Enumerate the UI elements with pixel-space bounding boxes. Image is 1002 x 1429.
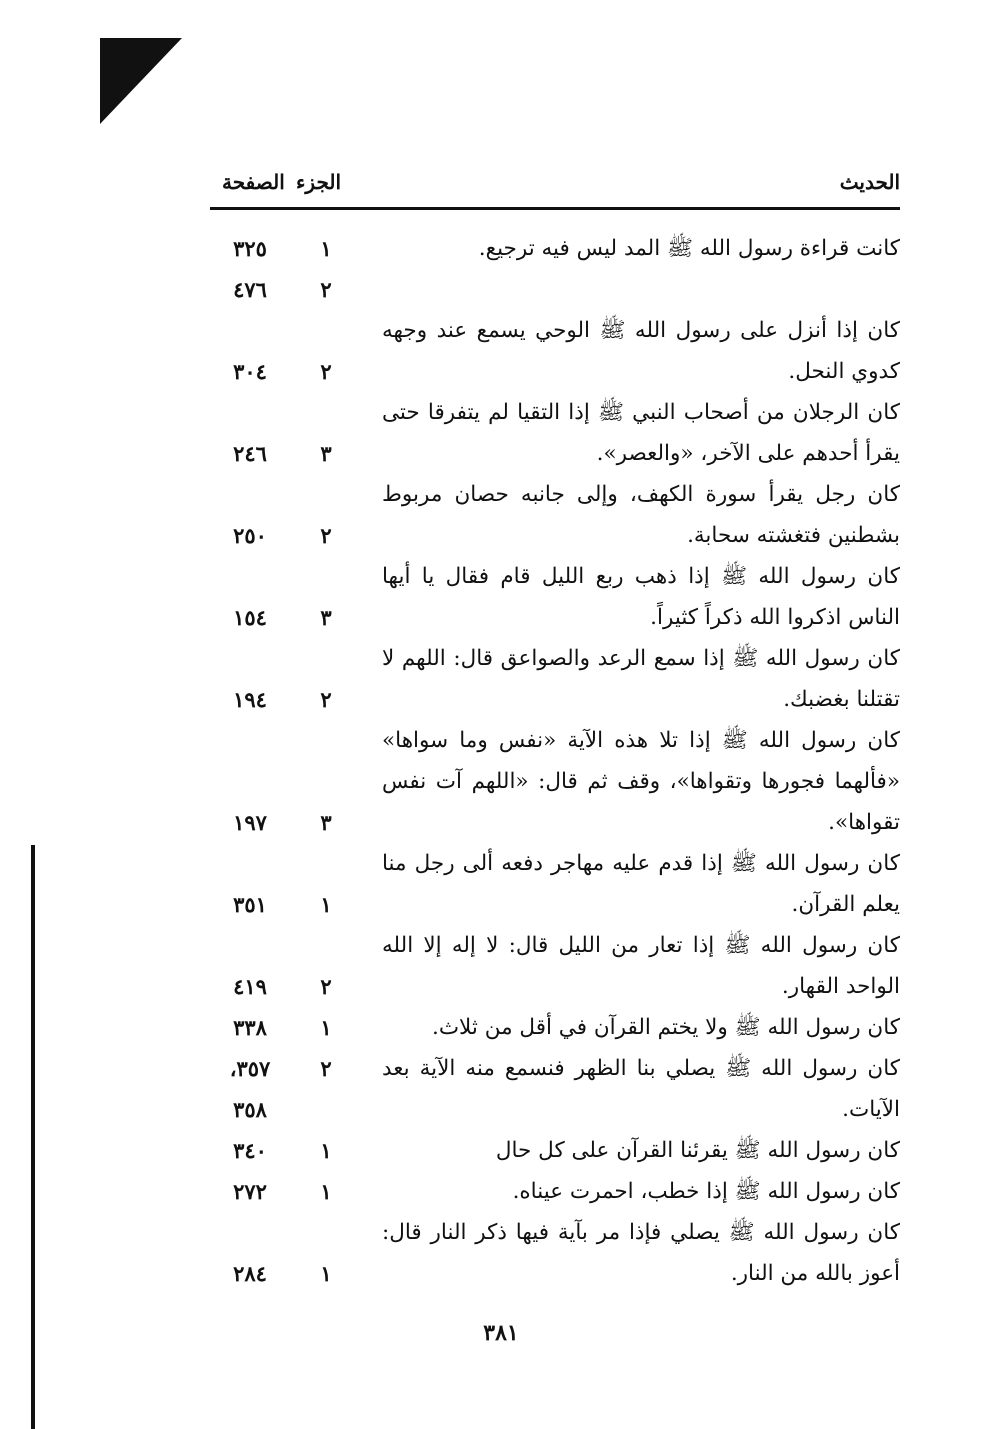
juz-number: ٣ [320, 441, 332, 466]
hadith-text [382, 269, 900, 310]
hadith-text: كان إذا أنزل على رسول الله ﷺ الوحي يسمع عند وجهه كدوي النحل. [382, 318, 900, 384]
hadith-text: كان رسول الله ﷺ إذا قدم عليه مهاجر دفعه ألى رجل منا يعلم القرآن. [382, 851, 900, 917]
hadith-text: كانت قراءة رسول الله ﷺ المد ليس فيه ترجيع. [478, 236, 900, 261]
hadith-text: كان رجل يقرأ سورة الكهف، وإلى جانبه حصان مربوط بشطنين فتغشته سحابة. [382, 482, 900, 548]
page-number: ١٥٤ [233, 605, 267, 630]
hadith-text: كان رسول الله ﷺ إذا خطب، احمرت عيناه. [512, 1179, 900, 1204]
page-folio-number: ٣٨١ [483, 1320, 519, 1346]
page-number: ٣٣٨ [233, 1015, 267, 1040]
juz-number: ٢ [320, 359, 332, 384]
page-number: ٣٤٠ [233, 1138, 267, 1163]
page-number: ٢٥٠ [233, 523, 267, 548]
hadith-text: كان رسول الله ﷺ إذا ذهب ربع الليل قام فقال يا أيها الناس اذكروا الله ذكراً كثيراً. [382, 564, 900, 630]
page-column-heading: الصفحة [222, 170, 285, 194]
page-number: ٣٥١ [233, 892, 267, 917]
page-number: ٣٥٧، ٣٥٨ [229, 1056, 271, 1122]
index-entry [210, 474, 900, 556]
index-entry [210, 1212, 900, 1294]
hadith-index-list [210, 228, 900, 1294]
page-number: ٣٠٤ [233, 359, 267, 384]
page-number: ١٩٧ [233, 810, 267, 835]
juz-number: ٢ [320, 523, 332, 548]
juz-number: ١ [320, 892, 332, 917]
hadith-text: كان رسول الله ﷺ يصلي فإذا مر بآية فيها ذكر النار قال: أعوز بالله من النار. [382, 1220, 900, 1286]
juz-number: ٢ [320, 687, 332, 712]
juz-number: ١ [320, 1179, 332, 1204]
hadith-text: كان رسول الله ﷺ ولا يختم القرآن في أقل من ثلاث. [431, 1015, 900, 1040]
hadith-column-heading: الحديث [839, 170, 900, 194]
juz-number: ٢ [320, 1056, 332, 1081]
corner-triangle-mark [100, 38, 182, 124]
page-number: ٤١٩ [233, 974, 267, 999]
hadith-text: كان رسول الله ﷺ يصلي بنا الظهر فنسمع منه الآية بعد الآيات. [382, 1056, 900, 1122]
hadith-text: كان رسول الله ﷺ إذا سمع الرعد والصواعق قال: اللهم لا تقتلنا بغضبك. [382, 646, 900, 712]
index-entry [210, 310, 900, 392]
index-entry [210, 638, 900, 720]
juz-number: ٢ [320, 974, 332, 999]
page-number: ٢٤٦ [233, 441, 267, 466]
page-number: ٣٢٥ [233, 236, 267, 261]
juz-number: ٢ [320, 277, 332, 302]
juz-number: ١ [320, 1015, 332, 1040]
hadith-text: كان رسول الله ﷺ إذا تعار من الليل قال: لا إله إلا الله الواحد القهار. [382, 933, 900, 999]
index-entry [210, 1171, 900, 1212]
index-entry [210, 925, 900, 1007]
hadith-text: كان الرجلان من أصحاب النبي ﷺ إذا التقيا لم يتفرقا حتى يقرأ أحدهم على الآخر، «والعصر». [382, 400, 900, 466]
juz-number: ٣ [320, 605, 332, 630]
juz-number: ٣ [320, 810, 332, 835]
index-entry [210, 269, 900, 310]
juz-number: ١ [320, 236, 332, 261]
index-entry [210, 1007, 900, 1048]
index-entry [210, 1130, 900, 1171]
page-number: ٤٧٦ [233, 277, 267, 302]
hadith-text: كان رسول الله ﷺ يقرئنا القرآن على كل حال [495, 1138, 900, 1163]
index-entry [210, 1048, 900, 1130]
index-entry [210, 720, 900, 843]
page-number: ٢٨٤ [233, 1261, 267, 1286]
page-number: ٢٧٢ [233, 1179, 267, 1204]
index-entry [210, 228, 900, 269]
juz-number: ١ [320, 1261, 332, 1286]
table-header [210, 166, 900, 210]
index-entry [210, 843, 900, 925]
hadith-text: كان رسول الله ﷺ إذا تلا هذه الآية «نفس وما سواها» «فألهما فجورها وتقواها»، وقف ثم قال: «اللهم آت نفس تقواها». [382, 728, 900, 835]
index-entry [210, 392, 900, 474]
juz-number: ١ [320, 1138, 332, 1163]
page-number: ١٩٤ [233, 687, 267, 712]
juz-column-heading: الجزء [296, 170, 341, 194]
index-entry [210, 556, 900, 638]
header-rule [210, 207, 900, 210]
